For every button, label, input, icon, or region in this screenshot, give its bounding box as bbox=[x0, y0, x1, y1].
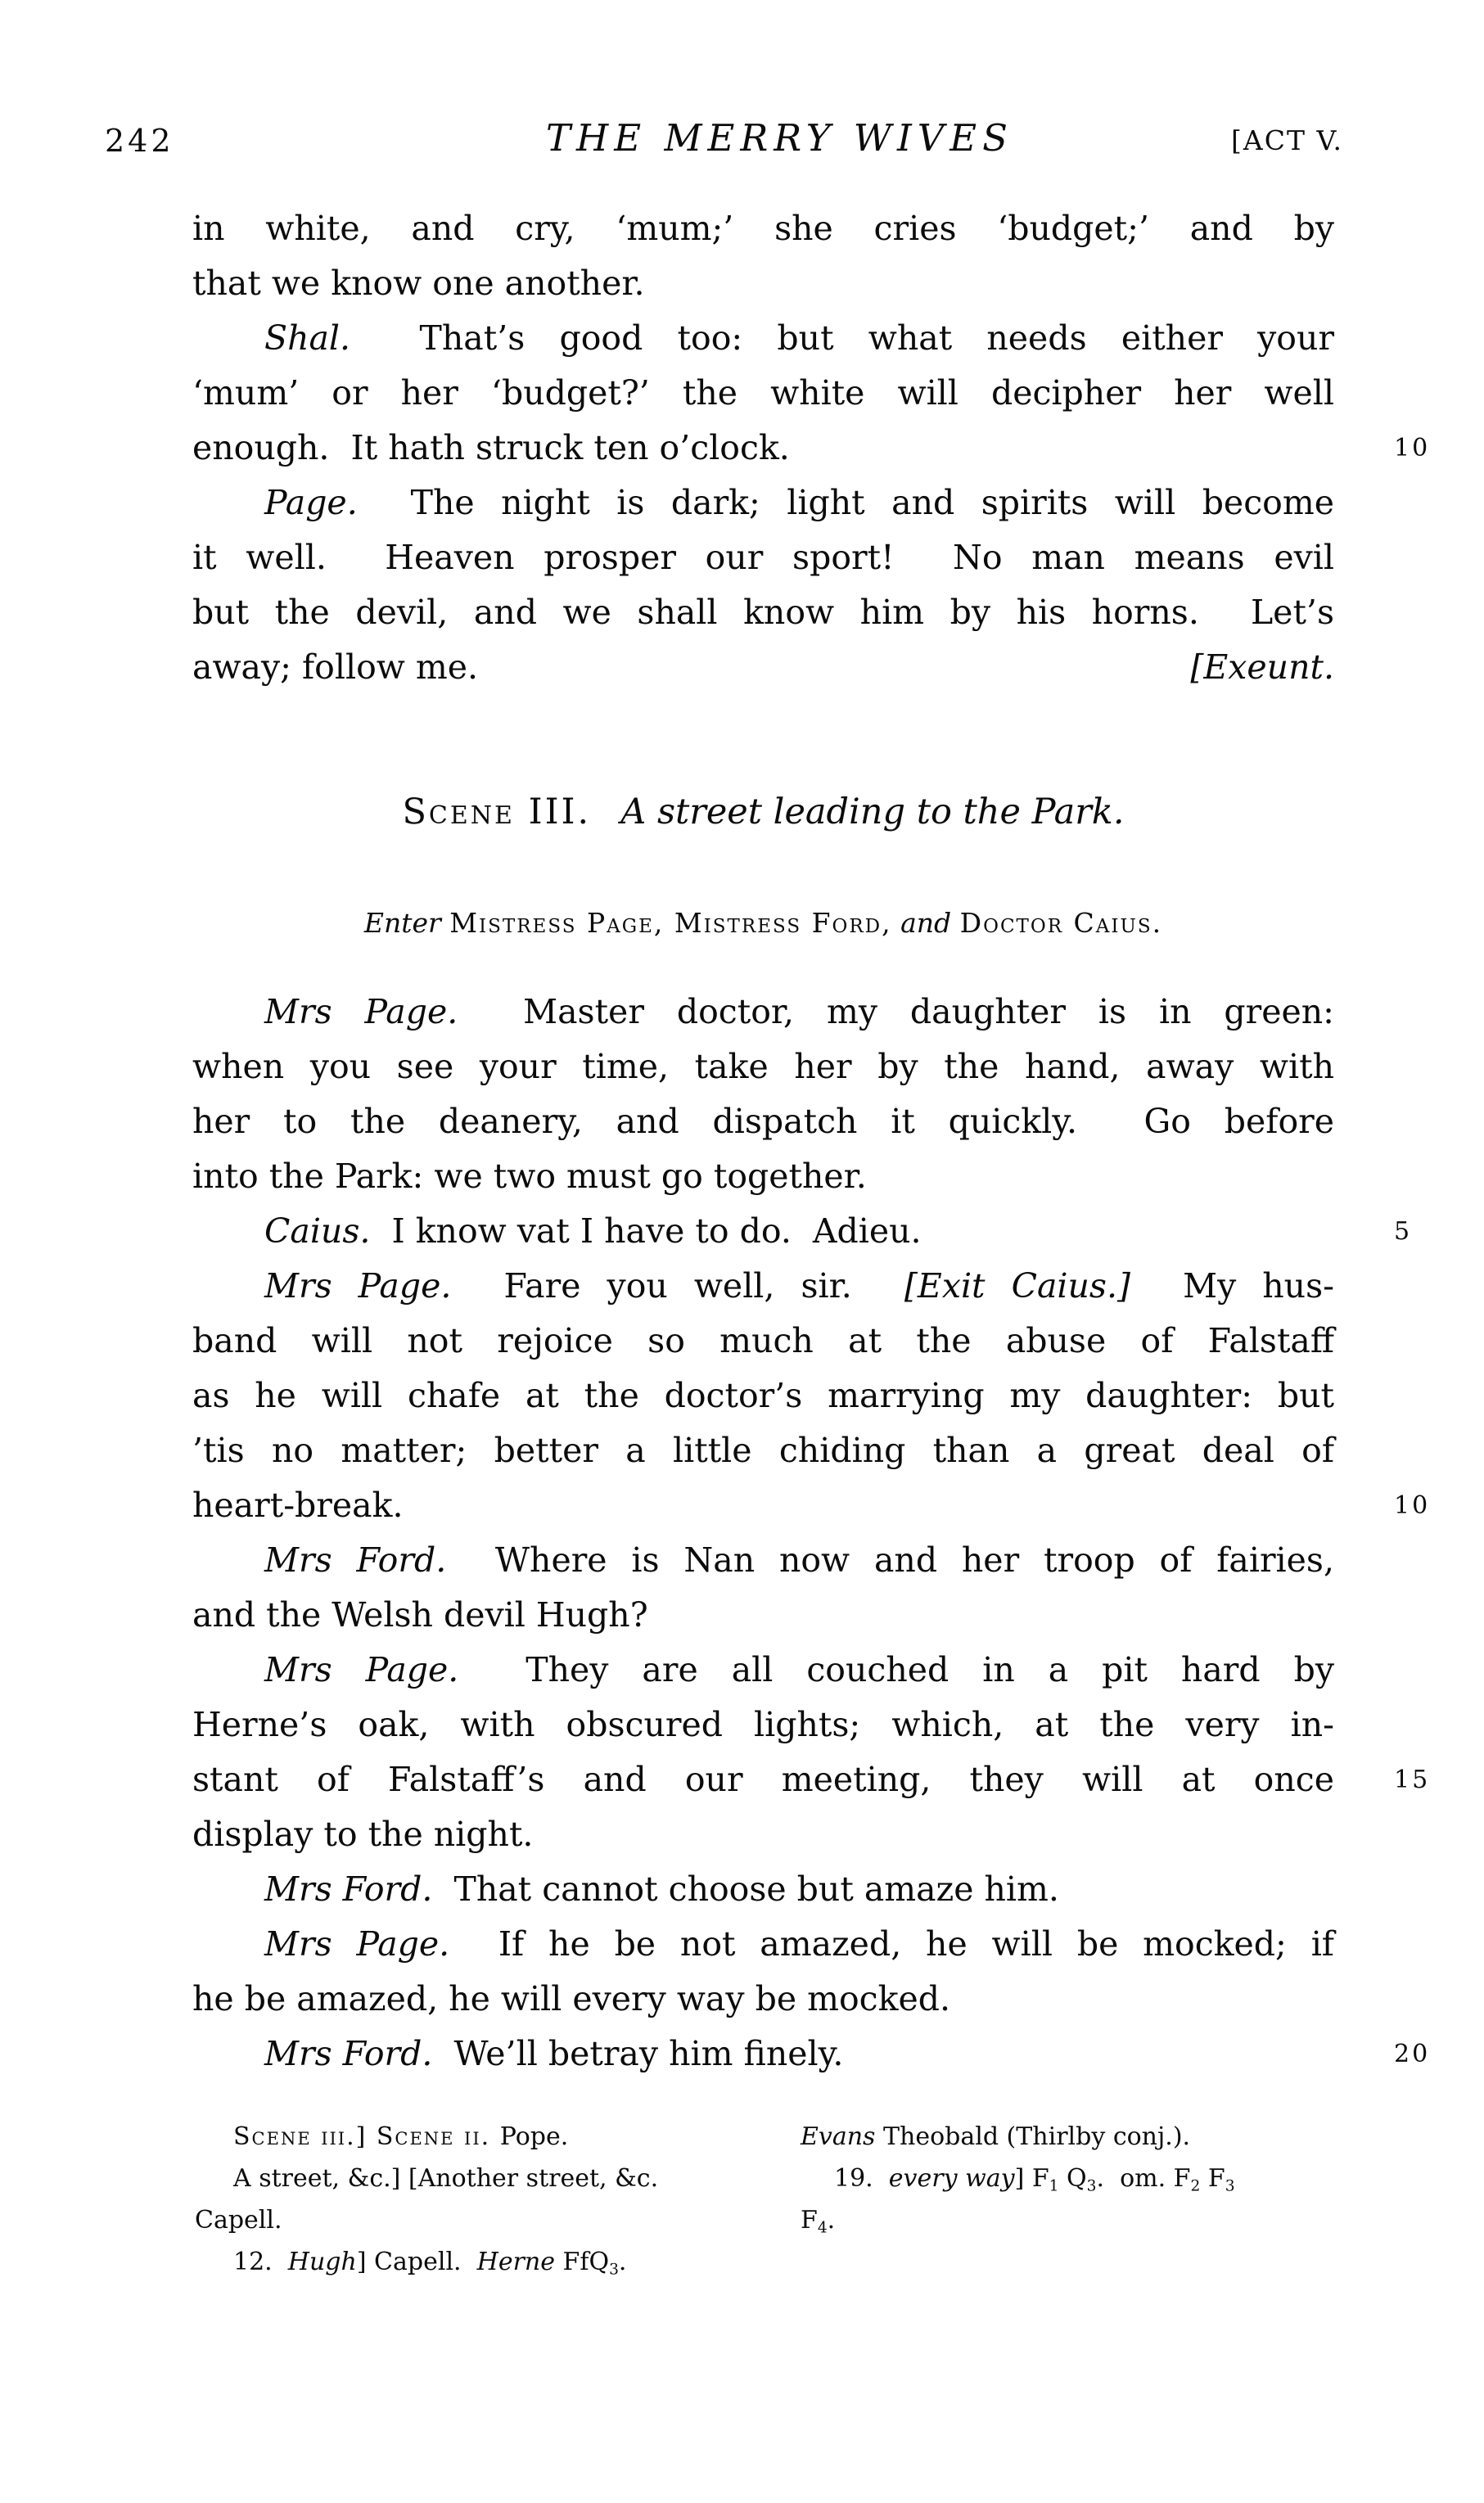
text-line bbox=[192, 1643, 1334, 1698]
text-segment: Mrs Ford. bbox=[264, 2034, 433, 2073]
text-segment: Page. bbox=[264, 483, 358, 522]
text-line bbox=[192, 476, 1334, 530]
text-segment: I know vat I have to do. Adieu. bbox=[370, 1211, 922, 1251]
text-segment: Mrs Page. bbox=[264, 1266, 452, 1306]
text-segment: 12. bbox=[233, 2248, 288, 2276]
footnotes-right-column bbox=[801, 2116, 1390, 2283]
text-segment: in white, and cry, ‘mum;’ she cries ‘budget;’ and by bbox=[192, 209, 1334, 248]
text-segment: Caius. bbox=[264, 1211, 371, 1251]
text-segment: A street, &c.] [Another street, &c. bbox=[233, 2164, 659, 2193]
text-segment: Mrs Page. bbox=[264, 992, 458, 1031]
text-line bbox=[192, 1040, 1334, 1094]
text-segment: it well. Heaven prosper our sport! No man means evil bbox=[192, 538, 1334, 577]
text-line bbox=[192, 1752, 1431, 1807]
text-segment: 2 bbox=[1190, 2177, 1201, 2195]
text-line bbox=[192, 421, 1431, 476]
text-segment: Mrs Ford. bbox=[264, 1540, 447, 1580]
text-segment: 3 bbox=[1225, 2177, 1235, 2195]
text-line bbox=[801, 2199, 1390, 2241]
text-segment: he be amazed, he will every way be mocked. bbox=[192, 1979, 951, 2018]
body-part1 bbox=[192, 201, 1431, 695]
text-segment: [Exeunt. bbox=[1190, 647, 1334, 687]
text-line bbox=[192, 366, 1334, 421]
text-segment: into the Park: we two must go together. bbox=[192, 1157, 867, 1196]
text-segment: Shal. bbox=[264, 318, 351, 358]
text-segment: every way bbox=[888, 2164, 1015, 2193]
text-line bbox=[192, 1862, 1334, 1917]
text-line bbox=[192, 2027, 1431, 2081]
text-segment: stant of Falstaff’s and our meeting, they will at once bbox=[192, 1760, 1334, 1799]
text-line bbox=[192, 256, 1334, 311]
text-segment: Mistress Page, Mistress Ford, bbox=[449, 907, 892, 939]
text-segment: Scene iii.] Scene ii. bbox=[233, 2122, 500, 2151]
text-line bbox=[195, 2158, 719, 2199]
text-segment: F bbox=[1200, 2164, 1225, 2193]
page-header bbox=[0, 116, 1484, 162]
line-number: 5 bbox=[1394, 1217, 1413, 1246]
running-title: THE MERRY WIVES bbox=[546, 116, 1013, 160]
text-segment: If he be not amazed, he will be mocked; if bbox=[449, 1924, 1334, 1964]
text-segment: Hugh bbox=[287, 2248, 357, 2276]
text-segment: ’tis no matter; better a little chiding than a great deal of bbox=[192, 1431, 1334, 1470]
text-segment: Pope. bbox=[499, 2122, 569, 2151]
text-line bbox=[195, 2241, 719, 2283]
line-number: 15 bbox=[1394, 1766, 1431, 1794]
stage-direction bbox=[192, 903, 1334, 944]
text-line bbox=[192, 1204, 1413, 1259]
text-segment: ‘mum’ or her ‘budget?’ the white will decipher her well bbox=[192, 373, 1334, 413]
text-segment: Evans bbox=[801, 2122, 876, 2151]
scene-heading bbox=[192, 787, 1334, 837]
text-line bbox=[192, 1478, 1431, 1533]
text-segment: ] Capell. bbox=[356, 2248, 477, 2276]
text-line bbox=[801, 2158, 1390, 2199]
text-segment: That’s good too: but what needs either your bbox=[350, 318, 1334, 358]
page-number: 242 bbox=[105, 123, 174, 159]
text-line bbox=[192, 1972, 1334, 2027]
text-segment: Mrs Page. bbox=[264, 1650, 459, 1689]
text-line bbox=[192, 311, 1334, 366]
line-number: 20 bbox=[1394, 2040, 1431, 2068]
scene-label: Scene III. bbox=[402, 791, 592, 832]
text-segment: Herne bbox=[476, 2248, 555, 2276]
text-segment: Herne’s oak, with obscured lights; which, at the very in- bbox=[192, 1705, 1334, 1744]
text-segment: band will not rejoice so much at the abuse of Falstaff bbox=[192, 1321, 1334, 1360]
text-segment: . bbox=[827, 2206, 836, 2235]
text-segment: and bbox=[891, 907, 960, 939]
scene-title: A street leading to the Park. bbox=[620, 791, 1125, 832]
text-segment: [Exit Caius.] bbox=[904, 1266, 1130, 1306]
stage-direction-exit bbox=[1190, 640, 1334, 695]
text-segment: F bbox=[801, 2206, 818, 2235]
text-line bbox=[192, 1807, 1334, 1862]
text-segment: 3 bbox=[1086, 2177, 1097, 2195]
footnotes bbox=[195, 2116, 1484, 2283]
text-line bbox=[192, 201, 1334, 256]
text-line bbox=[192, 1533, 1334, 1588]
text-segment: . om. F bbox=[1096, 2164, 1191, 2193]
text-segment: but the devil, and we shall know him by his horns. Let’s bbox=[192, 593, 1334, 632]
text-segment: heart-break. bbox=[192, 1486, 404, 1525]
text-segment: as he will chafe at the doctor’s marrying my daughter: but bbox=[192, 1376, 1334, 1415]
text-line bbox=[192, 1588, 1334, 1643]
text-segment: Enter bbox=[363, 907, 450, 939]
text-line bbox=[192, 530, 1334, 585]
act-label: [ACT V. bbox=[1230, 124, 1343, 156]
text-segment: That cannot choose but amaze him. bbox=[432, 1869, 1059, 1909]
text-line bbox=[192, 1314, 1334, 1369]
text-line bbox=[192, 1149, 1334, 1204]
text-segment: They are all couched in a pit hard by bbox=[458, 1650, 1334, 1689]
text-segment: 4 bbox=[817, 2219, 828, 2237]
text-line bbox=[195, 2116, 719, 2158]
text-segment: her to the deanery, and dispatch it quickly. Go before bbox=[192, 1102, 1334, 1141]
text-segment: away; follow me. bbox=[192, 647, 479, 687]
text-line bbox=[801, 2116, 1390, 2158]
text-line bbox=[192, 1698, 1334, 1752]
text-segment: display to the night. bbox=[192, 1815, 534, 1854]
text-line bbox=[195, 2199, 719, 2241]
text-segment: enough. It hath struck ten o’clock. bbox=[192, 428, 790, 467]
text-line bbox=[192, 1917, 1334, 1972]
text-segment: Capell. bbox=[195, 2206, 282, 2235]
text-line bbox=[192, 1423, 1334, 1478]
text-segment: Doctor Caius. bbox=[959, 907, 1163, 939]
text-segment: 3 bbox=[609, 2261, 619, 2279]
text-segment: that we know one another. bbox=[192, 264, 645, 303]
text-segment: My hus- bbox=[1130, 1266, 1334, 1306]
text-segment: 19. bbox=[834, 2164, 889, 2193]
text-line bbox=[192, 1259, 1334, 1314]
footnotes-left-column bbox=[195, 2116, 719, 2283]
text-segment: The night is dark; light and spirits will become bbox=[357, 483, 1334, 522]
text-segment: We’ll betray him finely. bbox=[432, 2034, 844, 2073]
text-segment: Theobald (Thirlby conj.). bbox=[875, 2122, 1191, 2151]
line-number: 10 bbox=[1394, 1491, 1431, 1520]
text-segment: 1 bbox=[1049, 2177, 1059, 2195]
text-segment: and the Welsh devil Hugh? bbox=[192, 1595, 648, 1635]
text-line bbox=[192, 1369, 1334, 1423]
text-segment: . bbox=[618, 2248, 627, 2276]
text-segment: when you see your time, take her by the hand, away with bbox=[192, 1047, 1334, 1086]
text-segment: Where is Nan now and her troop of fairies, bbox=[446, 1540, 1335, 1580]
body-part2 bbox=[192, 985, 1431, 2081]
text-block bbox=[192, 201, 1431, 2081]
line-number: 10 bbox=[1394, 434, 1431, 462]
text-line bbox=[192, 985, 1334, 1040]
text-segment: ] F bbox=[1014, 2164, 1049, 2193]
text-line bbox=[192, 640, 1334, 695]
text-segment: Mrs Page. bbox=[264, 1924, 450, 1964]
text-line bbox=[192, 1094, 1334, 1149]
text-segment: Fare you well, sir. bbox=[451, 1266, 904, 1306]
text-segment: Master doctor, my daughter is in green: bbox=[458, 992, 1334, 1031]
text-segment: Q bbox=[1058, 2164, 1087, 2193]
text-segment: FfQ bbox=[555, 2248, 610, 2276]
text-segment: Mrs Ford. bbox=[264, 1869, 433, 1909]
text-line bbox=[192, 585, 1334, 640]
